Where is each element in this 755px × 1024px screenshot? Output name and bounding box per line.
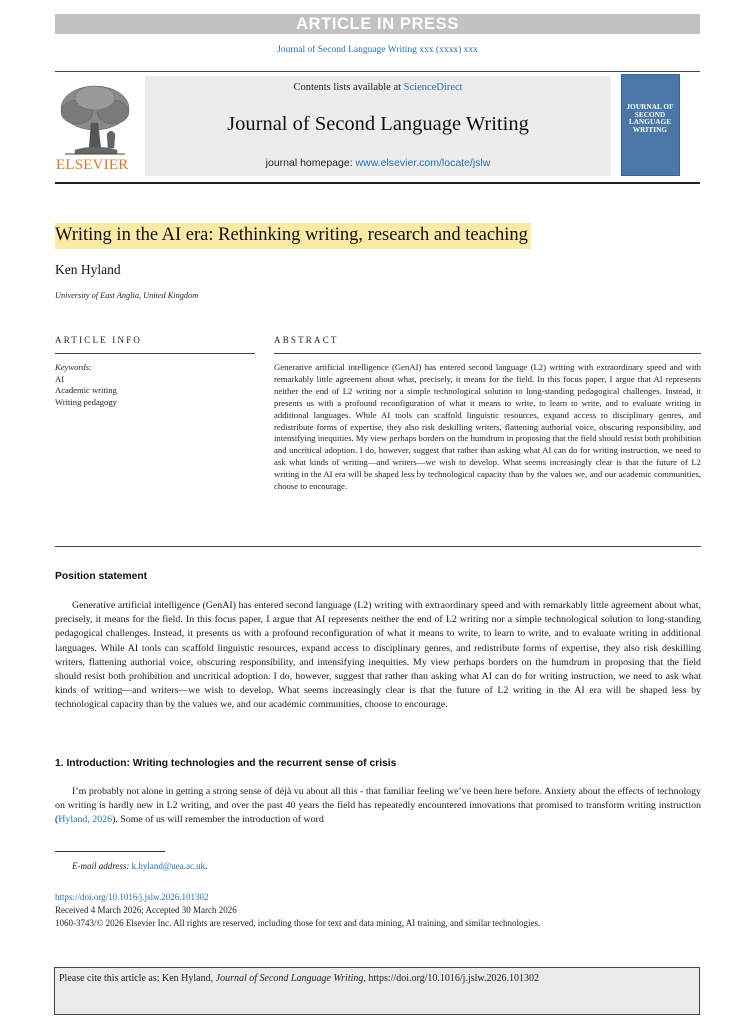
email-footnote (72, 861, 207, 871)
publisher-logo-text: ELSEVIER (56, 157, 129, 173)
citation-suffix: , https://doi.org/10.1016/j.jslw.2026.101302 (363, 973, 539, 984)
cover-line-1: JOURNAL OF (626, 103, 674, 111)
keywords-list (55, 362, 117, 408)
abstract-rule (274, 353, 701, 354)
email-suffix: . (205, 861, 208, 871)
footnote-rule (55, 851, 165, 852)
cover-title (624, 104, 676, 134)
citation-prefix: Please cite this article as: Ken Hyland, (59, 973, 216, 984)
article-title: Writing in the AI era: Rethinking writing, research and teaching (55, 223, 531, 249)
article-info-rule (55, 353, 255, 354)
journal-name: Journal of Second Language Writing (227, 113, 529, 135)
received-dates: Received 4 March 2026; Accepted 30 March 2026 (55, 905, 237, 915)
citation-journal: Journal of Second Language Writing (215, 973, 364, 984)
abstract-heading: ABSTRACT (274, 335, 339, 345)
keyword-item: Writing pedagogy (55, 396, 117, 407)
introduction-paragraph (55, 785, 701, 828)
masthead-bottom-rule (55, 182, 700, 184)
contents-prefix: Contents lists available at (293, 82, 404, 93)
doi-link[interactable]: https://doi.org/10.1016/j.jslw.2026.101302 (55, 892, 209, 902)
contents-line (145, 82, 611, 93)
author-affiliation: University of East Anglia, United Kingdom (55, 291, 199, 300)
keywords-label: Keywords: (55, 362, 92, 372)
author-name: Ken Hyland (55, 262, 121, 277)
homepage-link[interactable]: www.elsevier.com/locate/jslw (355, 157, 491, 169)
article-info-heading: ARTICLE INFO (55, 335, 143, 345)
abstract-text: Generative artificial intelligence (GenAI) has entered second language (L2) writing with extraordinary speed and with remarkably little agreement about what, precisely, it means for the field. In this focus paper, I argue that AI represents neither the end of L2 writing nor a simple technological solution to long-standing pedagogical challenges. Instead, it presents us with a profound reconfiguration of what it means to write, to learn to write, and to evaluate writing in additional languages. While AI tools can scaffold linguistic resources, expand access to disciplinary genres, and redistribute forms of expertise, they also risk deskilling writers, flattening authorial voice, obscuring responsibility, and intensifying inequities. My view perhaps borders on the humdrum in proposing that the field should resist both prohibition and uncritical adoption. I do, however, suggest that rather than asking what AI can do for writing instruction, we need to ask what kinds of writing—and writers—we wish to develop. What seems increasingly clear is that the future of L2 writing in the AI era will be shaped less by technological capacity than by the values we, and our academic communities, choose to encourage. (274, 362, 701, 492)
keyword-item: AI (55, 373, 65, 384)
introduction-heading: 1. Introduction: Writing technologies and the recurrent sense of crisis (55, 758, 397, 769)
running-header[interactable]: Journal of Second Language Writing xxx (xxxx) xxx (277, 45, 478, 55)
email-label: E-mail address: (72, 861, 130, 871)
position-statement-heading: Position statement (55, 571, 148, 582)
citation-box (54, 967, 700, 1015)
cover-line-4: WRITING (632, 125, 668, 134)
cover-line-2: SECOND (634, 110, 666, 119)
cover-line-3: LANGUAGE (628, 118, 672, 127)
intro-text-after-ref: ). Some of us will remember the introduction of word (112, 814, 324, 826)
abstract-bottom-rule (55, 546, 701, 547)
homepage-prefix: journal homepage: (265, 157, 356, 169)
keyword-item: Academic writing (55, 385, 117, 395)
intro-text-before-ref: I’m probably not alone in getting a strong sense of déjà vu about all this - that familiar feeling we’ve been here before. Anxiety about the effects of technology on writing is hardly new in L2 writing, and over the past 40 years the field has repeatedly encountered innovations that promised to transform writing instruction ( (55, 786, 701, 826)
article-in-press-banner: ARTICLE IN PRESS (55, 14, 700, 34)
homepage-line (145, 157, 611, 169)
citation-link[interactable]: Hyland, 2026 (58, 814, 113, 826)
sciencedirect-link[interactable]: ScienceDirect (403, 82, 463, 93)
masthead-top-rule (55, 71, 700, 72)
copyright-line: 1060-3743/© 2026 Elsevier Inc. All rights are reserved, including those for text and data mining, AI training, and similar technologies. (55, 918, 541, 928)
position-statement-paragraph: Generative artificial intelligence (GenAI) has entered second language (L2) writing with extraordinary speed and with remarkably little agreement about what, precisely, it means for the field. In this focus paper, I argue that AI represents neither the end of L2 writing nor a simple technological solution to long-standing pedagogical challenges. Instead, it presents us with a profound reconfiguration of what it means to write, to learn to write, and to evaluate writing in additional languages. While AI tools can scaffold linguistic resources, expand access to disciplinary genres, and redistribute forms of expertise, they also risk deskilling writers, flattening authorial voice, obscuring responsibility, and intensifying inequities. My view perhaps borders on the humdrum in proposing that the field should resist both prohibition and uncritical adoption. I do, however, suggest that rather than asking what AI can do for writing instruction, we need to ask what kinds of writing—and writers—we wish to develop. What seems increasingly clear is that the future of L2 writing in the AI era will be shaped less by technological capacity than by the values we, and our academic communities, choose to encourage. (55, 600, 701, 711)
email-link[interactable]: k.hyland@uea.ac.uk (131, 861, 206, 871)
